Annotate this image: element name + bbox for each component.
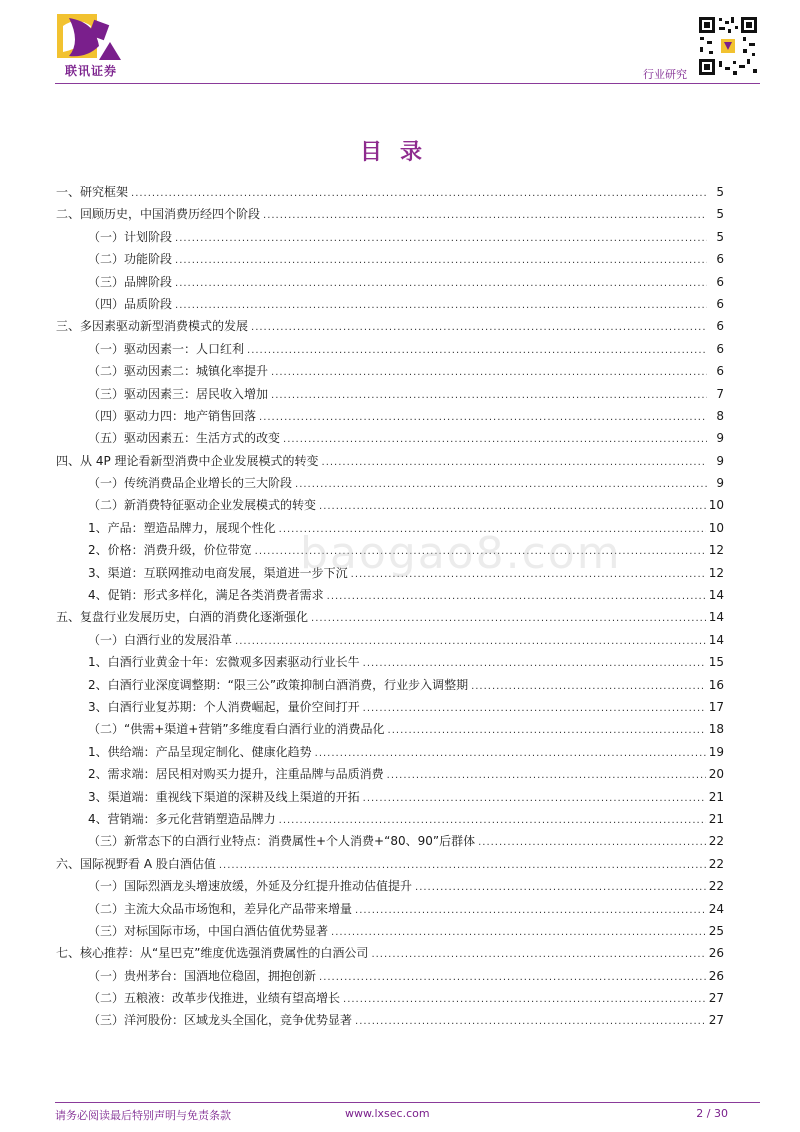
toc-entry-page: 22 — [708, 856, 724, 871]
toc-entry-title: （二）“供需+渠道+营销”多维度看白酒行业的消费品化 — [88, 722, 385, 737]
toc-leader-dots — [327, 586, 706, 608]
toc-entry-title: 2、价格：消费升级，价位带宽 — [88, 543, 252, 558]
toc-entry[interactable] — [56, 786, 724, 808]
toc-leader-dots — [343, 989, 706, 1011]
toc-entry[interactable] — [56, 920, 724, 942]
toc-entry[interactable] — [56, 830, 724, 852]
toc-leader-dots — [363, 653, 706, 675]
toc-entry-title: （四）品质阶段 — [88, 296, 173, 311]
toc-entry-page: 5 — [716, 229, 724, 244]
toc-leader-dots — [295, 474, 707, 496]
toc-leader-dots — [175, 250, 707, 272]
toc-entry-title: （三）驱动因素三：居民收入增加 — [88, 386, 269, 401]
toc-entry-page: 21 — [708, 811, 724, 826]
toc-leader-dots — [471, 676, 706, 698]
toc-entry-title: 六、国际视野看 A 股白酒估值 — [56, 856, 216, 871]
toc-entry-page: 15 — [708, 655, 724, 670]
toc-leader-dots — [271, 385, 707, 407]
toc-entry-title: 2、白酒行业深度调整期：“限三公”政策抑制白酒消费，行业步入调整期 — [88, 677, 469, 692]
toc-entry-page: 6 — [716, 341, 724, 356]
toc-entry-page: 16 — [708, 677, 724, 692]
toc-entry-title: 四、从 4P 理论看新型消费中企业发展模式的转变 — [56, 453, 319, 468]
toc-entry-page: 6 — [716, 296, 724, 311]
toc-entry-title: 三、多因素驱动新型消费模式的发展 — [56, 319, 249, 334]
toc-entry-page: 6 — [716, 364, 724, 379]
toc-entry-title: 1、白酒行业黄金十年：宏微观多因素驱动行业长牛 — [88, 655, 360, 670]
toc-entry[interactable] — [56, 606, 724, 628]
toc-entry-title: （一）白酒行业的发展沿革 — [88, 632, 233, 647]
toc-entry[interactable] — [56, 494, 724, 516]
toc-entry-page: 5 — [716, 207, 724, 222]
toc-entry[interactable] — [56, 853, 724, 875]
report-type-label: 行业研究 — [643, 68, 687, 81]
toc-entry-page: 14 — [708, 632, 724, 647]
toc-entry[interactable] — [56, 315, 724, 337]
toc-entry-page: 26 — [708, 968, 724, 983]
toc-entry-page: 24 — [708, 901, 724, 916]
table-of-contents — [56, 181, 724, 1032]
toc-entry-title: （二）五粮液：改革步伐推进，业绩有望高增长 — [88, 991, 341, 1006]
toc-entry[interactable] — [56, 226, 724, 248]
toc-leader-dots — [331, 922, 706, 944]
toc-leader-dots — [259, 407, 707, 429]
toc-leader-dots — [235, 631, 706, 653]
toc-leader-dots — [175, 273, 707, 295]
toc-leader-dots — [478, 832, 706, 854]
toc-entry-page: 9 — [716, 453, 724, 468]
toc-entry-page: 20 — [708, 767, 724, 782]
toc-leader-dots — [355, 900, 706, 922]
logo-text: 联讯证券 — [64, 64, 117, 78]
toc-entry-title: 3、渠道端：重视线下渠道的深耕及线上渠道的开拓 — [88, 789, 360, 804]
footer-page-number: 2 / 30 — [696, 1107, 728, 1120]
toc-entry-page: 22 — [708, 879, 724, 894]
toc-entry-page: 19 — [708, 744, 724, 759]
toc-entry[interactable] — [56, 360, 724, 382]
toc-entry-title: 1、供给端：产品呈现定制化、健康化趋势 — [88, 744, 312, 759]
toc-entry-title: 3、白酒行业复苏期：个人消费崛起，量价空间打开 — [88, 699, 360, 714]
toc-entry[interactable] — [56, 674, 724, 696]
toc-entry-page: 6 — [716, 319, 724, 334]
toc-entry[interactable] — [56, 338, 724, 360]
toc-entry-page: 5 — [716, 185, 724, 199]
toc-entry-page: 22 — [708, 834, 724, 849]
toc-leader-dots — [322, 452, 707, 474]
toc-leader-dots — [355, 1011, 706, 1033]
toc-entry-page: 18 — [708, 722, 724, 737]
toc-leader-dots — [271, 362, 707, 384]
toc-entry-title: 4、营销端：多元化营销塑造品牌力 — [88, 811, 276, 826]
toc-entry-page: 10 — [708, 498, 724, 513]
toc-entry[interactable] — [56, 763, 724, 785]
toc-entry[interactable] — [56, 875, 724, 897]
toc-entry[interactable] — [56, 718, 724, 740]
toc-entry[interactable] — [56, 629, 724, 651]
toc-entry-page: 26 — [708, 946, 724, 961]
toc-entry[interactable] — [56, 651, 724, 673]
toc-leader-dots — [363, 788, 706, 810]
toc-entry-title: （一）计划阶段 — [88, 229, 173, 244]
toc-entry[interactable] — [56, 584, 724, 606]
toc-entry-page: 6 — [716, 252, 724, 267]
toc-entry[interactable] — [56, 472, 724, 494]
header-divider — [55, 83, 760, 84]
toc-entry-page: 9 — [716, 431, 724, 446]
toc-entry-title: （一）国际烈酒龙头增速放缓，外延及分红提升推动估值提升 — [88, 879, 413, 894]
qr-code-icon — [697, 15, 759, 77]
toc-leader-dots — [415, 877, 706, 899]
toc-entry[interactable] — [56, 405, 724, 427]
toc-entry-page: 7 — [716, 386, 724, 401]
toc-entry[interactable] — [56, 942, 724, 964]
toc-entry-page: 10 — [708, 520, 724, 535]
toc-entry-page: 12 — [708, 565, 724, 580]
toc-entry[interactable] — [56, 450, 724, 472]
toc-entry-title: （三）品牌阶段 — [88, 274, 173, 289]
toc-entry-page: 9 — [716, 476, 724, 491]
toc-leader-dots — [175, 295, 707, 317]
toc-leader-dots — [363, 698, 706, 720]
footer-website-link[interactable]: www.lxsec.com — [345, 1107, 430, 1120]
toc-entry[interactable] — [56, 248, 724, 270]
toc-entry-title: （五）驱动因素五：生活方式的改变 — [88, 431, 281, 446]
toc-entry-title: （一）传统消费品企业增长的三大阶段 — [88, 476, 293, 491]
toc-entry-title: 3、渠道：互联网推动电商发展，渠道进一步下沉 — [88, 565, 348, 580]
toc-entry-page: 14 — [708, 610, 724, 625]
footer-divider — [55, 1102, 760, 1103]
toc-entry-title: （三）对标国际市场，中国白酒估值优势显著 — [88, 923, 329, 938]
toc-leader-dots — [388, 720, 706, 742]
toc-entry-page: 6 — [716, 274, 724, 289]
toc-entry[interactable] — [56, 293, 724, 315]
toc-entry-title: （一）驱动因素一：人口红利 — [88, 341, 245, 356]
toc-entry[interactable] — [56, 427, 724, 449]
toc-entry-title: 七、核心推荐：从“星巴克”维度优选强消费属性的白酒公司 — [56, 946, 369, 961]
toc-entry[interactable] — [56, 808, 724, 830]
toc-entry-page: 27 — [708, 1013, 724, 1028]
toc-leader-dots — [315, 743, 706, 765]
toc-entry-title: 五、复盘行业发展历史，白酒的消费化逐渐强化 — [56, 610, 309, 625]
toc-leader-dots — [131, 183, 707, 205]
toc-entry-title: （二）新消费特征驱动企业发展模式的转变 — [88, 498, 317, 513]
toc-entry-title: （一）贵州茅台：国酒地位稳固，拥抱创新 — [88, 968, 317, 983]
toc-entry[interactable] — [56, 181, 724, 203]
footer-disclaimer-link[interactable]: 请务必阅读最后特别声明与免责条款 — [55, 1109, 231, 1122]
toc-entry-title: 二、回顾历史，中国消费历经四个阶段 — [56, 207, 261, 222]
toc-entry-title: 1、产品：塑造品牌力，展现个性化 — [88, 520, 276, 535]
toc-entry[interactable] — [56, 987, 724, 1009]
toc-entry-page: 17 — [708, 699, 724, 714]
toc-entry-page: 12 — [708, 543, 724, 558]
toc-entry-page: 25 — [708, 923, 724, 938]
toc-entry-page: 8 — [716, 408, 724, 423]
toc-entry-title: 4、促销：形式多样化，满足各类消费者需求 — [88, 588, 324, 603]
toc-entry[interactable] — [56, 741, 724, 763]
toc-leader-dots — [247, 340, 707, 362]
toc-entry-title: 一、研究框架 — [56, 185, 129, 199]
toc-entry[interactable] — [56, 898, 724, 920]
toc-leader-dots — [175, 228, 707, 250]
toc-leader-dots — [263, 205, 707, 227]
toc-entry[interactable] — [56, 1009, 724, 1031]
toc-entry-title: 2、需求端：居民相对购买力提升，注重品牌与品质消费 — [88, 767, 384, 782]
page-title: 目录 — [359, 139, 440, 165]
toc-leader-dots — [251, 317, 707, 339]
toc-entry[interactable] — [56, 696, 724, 718]
toc-leader-dots — [311, 608, 706, 630]
toc-leader-dots — [219, 855, 706, 877]
toc-entry-title: （三）洋河股份：区域龙头全国化，竞争优势显著 — [88, 1013, 353, 1028]
toc-leader-dots — [279, 810, 706, 832]
toc-entry[interactable] — [56, 383, 724, 405]
toc-entry-page: 27 — [708, 991, 724, 1006]
toc-leader-dots — [283, 429, 707, 451]
watermark: baogao8.com — [300, 528, 622, 579]
toc-entry[interactable] — [56, 271, 724, 293]
toc-leader-dots — [319, 967, 706, 989]
toc-entry-page: 14 — [708, 588, 724, 603]
toc-leader-dots — [319, 496, 706, 518]
toc-entry-title: （二）功能阶段 — [88, 252, 173, 267]
toc-entry-page: 21 — [708, 789, 724, 804]
toc-entry-title: （四）驱动力四：地产销售回落 — [88, 408, 257, 423]
toc-entry-title: （二）主流大众品市场饱和，差异化产品带来增量 — [88, 901, 353, 916]
toc-leader-dots — [371, 944, 705, 966]
toc-entry[interactable] — [56, 203, 724, 225]
toc-entry-title: （三）新常态下的白酒行业特点：消费属性+个人消费+“80、90”后群体 — [88, 834, 476, 849]
toc-leader-dots — [387, 765, 706, 787]
toc-entry[interactable] — [56, 965, 724, 987]
toc-entry-title: （二）驱动因素二：城镇化率提升 — [88, 364, 269, 379]
